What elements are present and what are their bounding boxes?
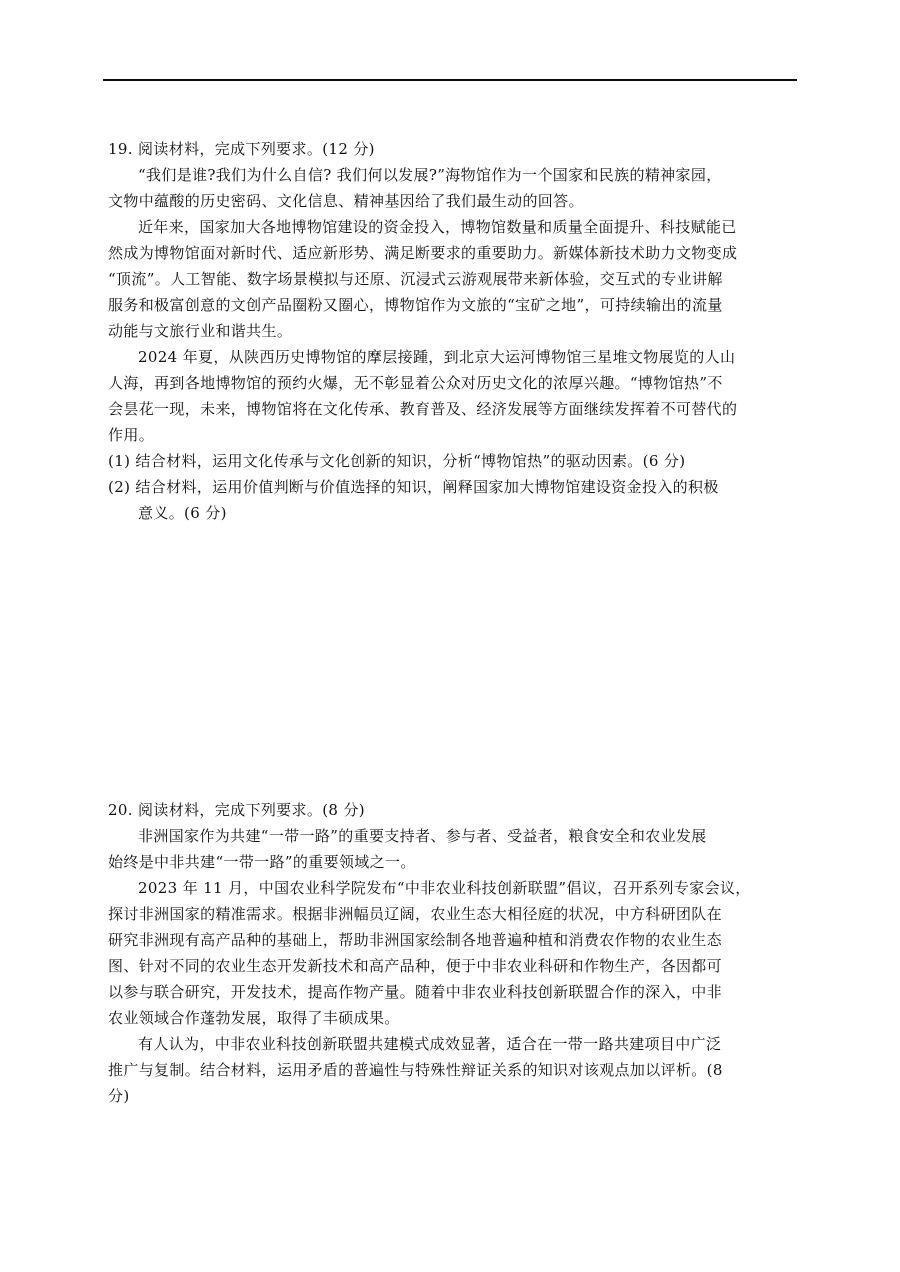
material-paragraph-line: 文物中蕴酸的历史密码、文化信息、精神基因给了我们最生动的回答。	[108, 192, 584, 210]
question-prompt-line: 分)	[108, 1087, 130, 1105]
question-prompt-line: 推广与复制。结合材料，运用矛盾的普遍性与特殊性辩证关系的知识对该观点加以评析。(8	[108, 1061, 723, 1079]
sub-question-2: (2) 结合材料，运用价值判断与价值选择的知识，阐释国家加大博物馆建设资金投入的积极	[108, 478, 719, 496]
question-20	[108, 797, 798, 1109]
material-paragraph-line: 始终是中非共建“一带一路”的重要领域之一。	[108, 853, 416, 871]
material-paragraph-line: 2024 年夏，从陕西历史博物馆的摩层接踵，到北京大运河博物馆三星堆文物展览的人山	[138, 348, 736, 366]
sub-question-1: (1) 结合材料，运用文化传承与文化创新的知识，分析“博物馆热”的驱动因素。(6 分)	[108, 452, 686, 470]
material-paragraph-line: 会昙花一现，未来，博物馆将在文化传承、教育普及、经济发展等方面继续发挥着不可替代的	[108, 400, 738, 418]
material-paragraph-line: 近年来，国家加大各地博物馆建设的资金投入，博物馆数量和质量全面提升、科技赋能已	[138, 218, 737, 236]
material-paragraph-line: 人海，再到各地博物馆的预约火爆，无不彰显着公众对历史文化的浓厚兴趣。“博物馆热”不	[108, 374, 723, 392]
question-19	[108, 136, 798, 526]
sub-question-2-continuation: 意义。(6 分)	[138, 504, 227, 522]
question-19-heading: 19. 阅读材料，完成下列要求。(12 分)	[108, 140, 375, 158]
header-rule	[103, 79, 797, 81]
material-paragraph-line: 图、针对不同的农业生态开发新技术和高产品种，便于中非农业科研和作物生产，各因都可	[108, 957, 723, 975]
question-20-heading: 20. 阅读材料，完成下列要求。(8 分)	[108, 801, 365, 819]
material-paragraph-line: 探讨非洲国家的精准需求。根据非洲幅员辽阔，农业生态大相径庭的状况，中方科研团队在	[108, 905, 723, 923]
material-paragraph-line: 服务和极富创意的文创产品圈粉又圈心，博物馆作为文旅的“宝矿之地”，可持续输出的流量	[108, 296, 723, 314]
question-prompt-line: 有人认为，中非农业科技创新联盟共建模式成效显著，适合在一带一路共建项目中广泛	[138, 1035, 722, 1053]
material-paragraph-line: 作用。	[108, 426, 155, 444]
material-paragraph-line: 以参与联合研究，开发技术，提高作物产量。随着中非农业科技创新联盟合作的深入，中非	[108, 983, 723, 1001]
material-paragraph-line: “顶流”。人工智能、数字场景模拟与还原、沉浸式云游观展带来新体验，交互式的专业讲解	[108, 270, 723, 288]
material-paragraph-line: “我们是谁?我们为什么自信? 我们何以发展?”海物馆作为一个国家和民族的精神家园，	[138, 166, 722, 184]
material-paragraph-line: 农业领域合作蓬勃发展，取得了丰硕成果。	[108, 1009, 400, 1027]
material-paragraph-line: 非洲国家作为共建“一带一路”的重要支持者、参与者、受益者，粮食安全和农业发展	[138, 827, 707, 845]
material-paragraph-line: 然成为博物馆面对新时代、适应新形势、满足断要求的重要助力。新媒体新技术助力文物变成	[108, 244, 738, 262]
material-paragraph-line: 动能与文旅行业和谐共生。	[108, 322, 293, 340]
material-paragraph-line: 2023 年 11 月，中国农业科学院发布“中非农业科技创新联盟”倡议，召开系列专家会议，	[138, 879, 751, 897]
material-paragraph-line: 研究非洲现有高产品种的基础上，帮助非洲国家绘制各地普遍种植和消费农作物的农业生态	[108, 931, 723, 949]
